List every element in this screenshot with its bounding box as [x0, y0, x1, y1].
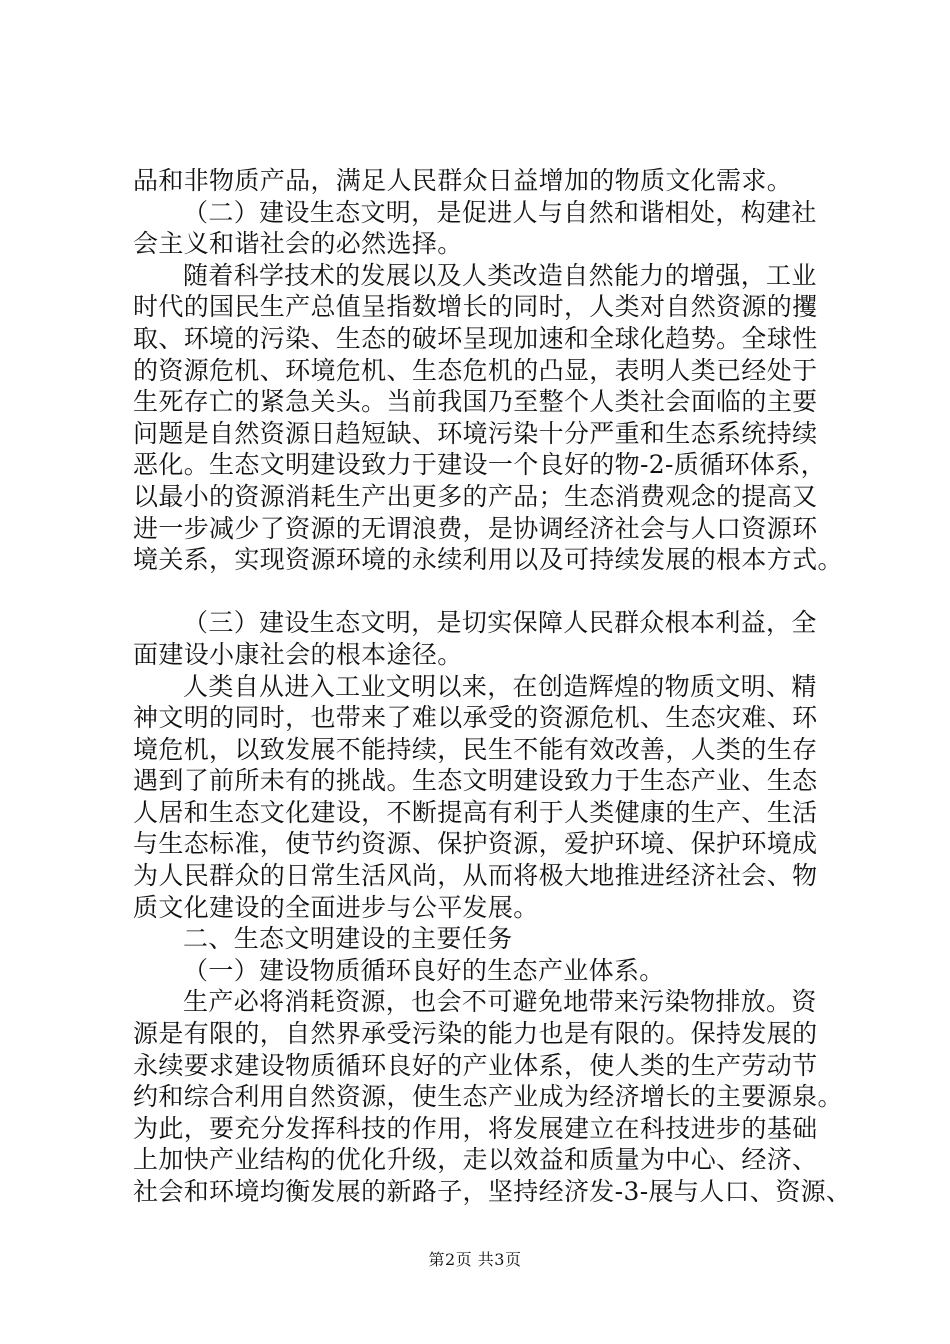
text-line: 取、环境的污染、生态的破坏呈现加速和全球化趋势。全球性 [133, 323, 818, 353]
text-line: 源是有限的，自然界承受污染的能力也是有限的。保持发展的 [133, 1019, 818, 1049]
page-footer [0, 1247, 950, 1270]
text-line: 永续要求建设物质循环良好的产业体系，使人类的生产劳动节 [133, 1050, 818, 1080]
text-line: 进一步减少了资源的无谓浪费，是协调经济社会与人口资源环 [133, 513, 818, 543]
text-line: 生产必将消耗资源，也会不可避免地带来污染物排放。资 [183, 987, 817, 1017]
section-heading: （二）建设生态文明，是促进人与自然和谐相处，构建社 [183, 197, 817, 227]
text-line: 以最小的资源消耗生产出更多的产品；生态消费观念的提高又 [133, 481, 818, 511]
page-number-label: 第2页 共3页 [428, 1250, 522, 1269]
text-line: 约和综合利用自然资源，使生态产业成为经济增长的主要源泉。 [133, 1082, 843, 1112]
text-line: 时代的国民生产总值呈指数增长的同时，人类对自然资源的攫 [133, 292, 818, 322]
section-heading-cont: 会主义和谐社会的必然选择。 [133, 229, 463, 259]
text-line: 为人民群众的日常生活风尚，从而将极大地推进经济社会、物 [133, 861, 818, 891]
text-line: 神文明的同时，也带来了难以承受的资源危机、生态灾难、环 [133, 703, 818, 733]
text-line: 人居和生态文化建设，不断提高有利于人类健康的生产、生活 [133, 797, 818, 827]
text-line: 品和非物质产品，满足人民群众日益增加的物质文化需求。 [133, 166, 793, 195]
text-line: 问题是自然资源日趋短缺、环境污染十分严重和生态系统持续 [133, 418, 818, 448]
text-line: 与生态标准，使节约资源、保护资源，爱护环境、保护环境成 [133, 829, 818, 859]
text-line: 境关系，实现资源环境的永续利用以及可持续发展的根本方式。 [133, 545, 843, 575]
section-heading-cont: 面建设小康社会的根本途径。 [133, 639, 463, 669]
text-line: 人类自从进入工业文明以来，在创造辉煌的物质文明、精 [183, 671, 817, 701]
text-line: 质文化建设的全面进步与公平发展。 [133, 892, 539, 922]
text-line: 为此，要充分发挥科技的作用，将发展建立在科技进步的基础 [133, 1113, 818, 1143]
chapter-heading: 二、生态文明建设的主要任务 [183, 924, 513, 954]
section-heading: （一）建设物质循环良好的生态产业体系。 [183, 955, 665, 985]
section-heading: （三）建设生态文明，是切实保障人民群众根本利益，全 [183, 608, 817, 638]
text-line: 境危机，以致发展不能持续，民生不能有效改善，人类的生存 [133, 734, 818, 764]
paragraph-gap [133, 576, 853, 608]
document-body [133, 165, 853, 1208]
text-line: 遇到了前所未有的挑战。生态文明建设致力于生态产业、生态 [133, 766, 818, 796]
text-line: 随着科学技术的发展以及人类改造自然能力的增强，工业 [183, 260, 817, 290]
text-line: 恶化。生态文明建设致力于建设一个良好的物-2-质循环体系， [133, 450, 826, 480]
text-line: 的资源危机、环境危机、生态危机的凸显，表明人类已经处于 [133, 355, 818, 385]
text-line: 上加快产业结构的优化升级，走以效益和质量为中心、经济、 [133, 1145, 818, 1175]
text-line: 社会和环境均衡发展的新路子，坚持经济发-3-展与人口、资源、 [133, 1177, 852, 1206]
text-line: 生死存亡的紧急关头。当前我国乃至整个人类社会面临的主要 [133, 387, 818, 417]
